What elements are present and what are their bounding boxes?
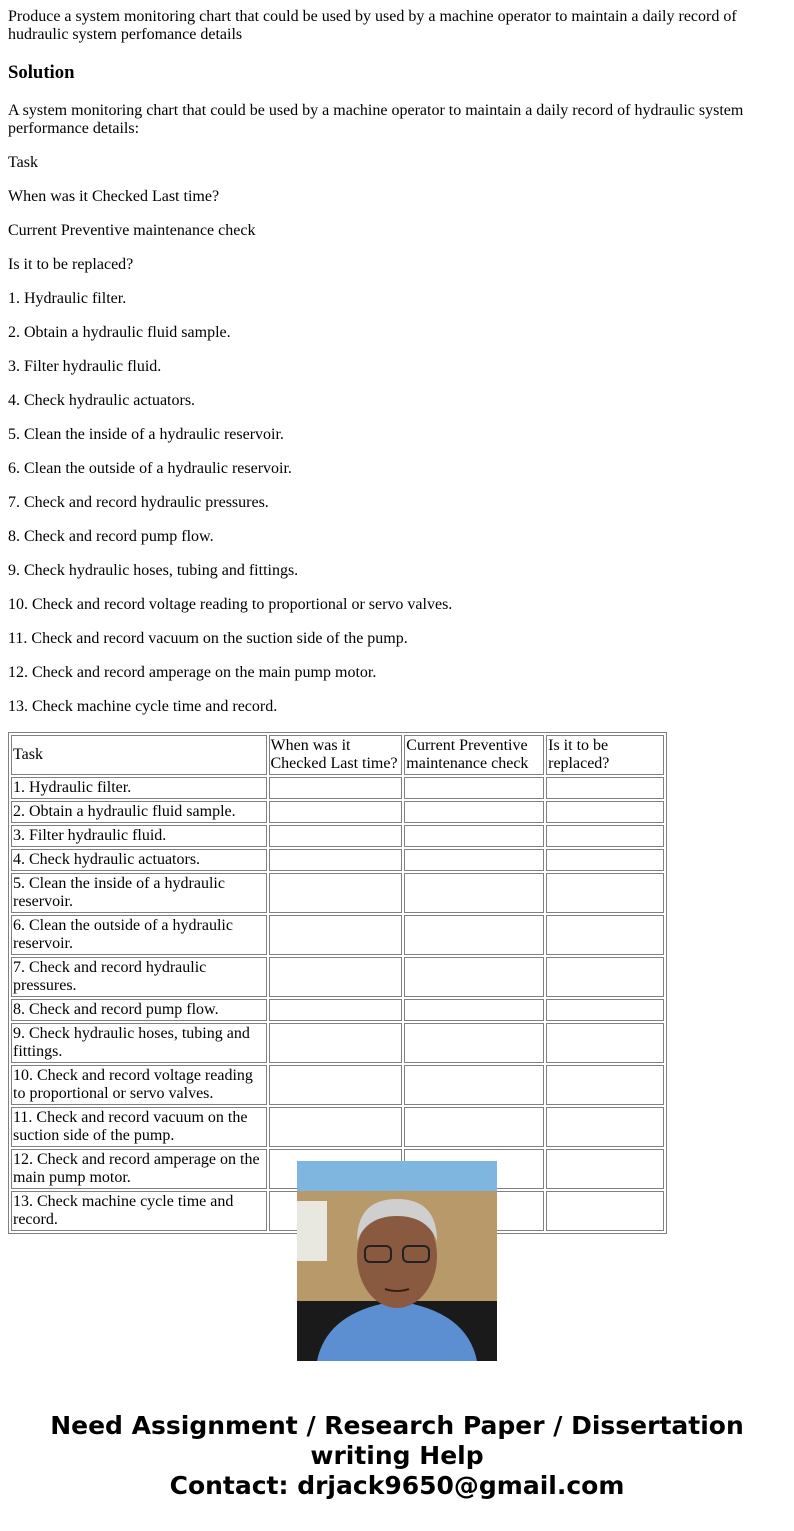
list-task-text: 10. Check and record voltage reading to proportional or servo valves. (8, 596, 453, 613)
table-row (11, 957, 664, 997)
empty-cell[interactable] (546, 849, 664, 871)
list-task-text: 3. Filter hydraulic fluid. (8, 358, 162, 375)
list-header-text: Current Preventive maintenance check (8, 222, 256, 239)
table-row (11, 999, 664, 1021)
empty-cell[interactable] (269, 957, 403, 997)
list-task-text: 8. Check and record pump flow. (8, 528, 214, 545)
empty-cell[interactable] (269, 999, 403, 1021)
empty-cell[interactable] (269, 1065, 403, 1105)
task-cell: 12. Check and record amperage on the main pump motor. (11, 1149, 267, 1189)
table-container (8, 732, 786, 1228)
empty-cell[interactable] (546, 957, 664, 997)
document (0, 8, 794, 1228)
empty-cell[interactable] (546, 873, 664, 913)
list-header-text: Is it to be replaced? (8, 256, 134, 273)
list-task-text: 9. Check hydraulic hoses, tubing and fittings. (8, 562, 299, 579)
monitoring-table (8, 732, 667, 1234)
empty-cell[interactable] (404, 825, 544, 847)
list-task-text: 12. Check and record amperage on the main pump motor. (8, 664, 377, 681)
empty-cell[interactable] (404, 777, 544, 799)
task-cell: 8. Check and record pump flow. (11, 999, 267, 1021)
task-cell: 6. Clean the outside of a hydraulic reservoir. (11, 915, 267, 955)
list-task-text: 13. Check machine cycle time and record. (8, 698, 278, 715)
empty-cell[interactable] (269, 1023, 403, 1063)
list-task-text: 2. Obtain a hydraulic fluid sample. (8, 324, 231, 341)
footer-banner (0, 1411, 794, 1501)
task-cell: 10. Check and record voltage reading to proportional or servo valves. (11, 1065, 267, 1105)
task-cell: 3. Filter hydraulic fluid. (11, 825, 267, 847)
column-header: Current Preventive maintenance check (404, 735, 544, 775)
table-row (11, 801, 664, 823)
empty-cell[interactable] (546, 1149, 664, 1189)
empty-cell[interactable] (404, 1065, 544, 1105)
avatar (297, 1161, 497, 1361)
task-cell: 4. Check hydraulic actuators. (11, 849, 267, 871)
solution-heading: Solution (8, 62, 75, 83)
empty-cell[interactable] (269, 825, 403, 847)
list-task-text: 5. Clean the inside of a hydraulic reservoir. (8, 426, 284, 443)
task-cell: 13. Check machine cycle time and record. (11, 1191, 267, 1231)
empty-cell[interactable] (269, 915, 403, 955)
table-row (11, 777, 664, 799)
empty-cell[interactable] (404, 873, 544, 913)
empty-cell[interactable] (546, 915, 664, 955)
question-text: Produce a system monitoring chart that could be used by used by a machine operator to maintain a daily record of hudraulic system perfomance details (8, 8, 737, 43)
column-header: When was it Checked Last time? (269, 735, 403, 775)
empty-cell[interactable] (404, 957, 544, 997)
table-row (11, 873, 664, 913)
footer-line-2: writing Help (310, 1441, 484, 1470)
empty-cell[interactable] (269, 873, 403, 913)
list-task-text: 4. Check hydraulic actuators. (8, 392, 196, 409)
empty-cell[interactable] (546, 1107, 664, 1147)
list-task-text: 1. Hydraulic filter. (8, 290, 127, 307)
intro-text: A system monitoring chart that could be used by a machine operator to maintain a daily record of hydraulic system performance details: (8, 102, 744, 137)
empty-cell[interactable] (269, 849, 403, 871)
empty-cell[interactable] (546, 801, 664, 823)
task-cell: 7. Check and record hydraulic pressures. (11, 957, 267, 997)
task-cell: 5. Clean the inside of a hydraulic reservoir. (11, 873, 267, 913)
empty-cell[interactable] (546, 777, 664, 799)
list-header-text: Task (8, 154, 38, 171)
empty-cell[interactable] (404, 849, 544, 871)
footer-line-1: Need Assignment / Research Paper / Dissertation (50, 1411, 744, 1440)
table-row (11, 915, 664, 955)
empty-cell[interactable] (404, 1107, 544, 1147)
empty-cell[interactable] (269, 777, 403, 799)
footer-contact: Contact: drjack9650@gmail.com (169, 1471, 625, 1500)
table-row (11, 849, 664, 871)
list-task-text: 7. Check and record hydraulic pressures. (8, 494, 269, 511)
empty-cell[interactable] (269, 801, 403, 823)
empty-cell[interactable] (546, 1065, 664, 1105)
empty-cell[interactable] (546, 1191, 664, 1231)
empty-cell[interactable] (269, 1107, 403, 1147)
list-task-text: 11. Check and record vacuum on the suction side of the pump. (8, 630, 408, 647)
column-header: Task (11, 735, 267, 775)
empty-cell[interactable] (546, 825, 664, 847)
empty-cell[interactable] (404, 801, 544, 823)
list-header-text: When was it Checked Last time? (8, 188, 220, 205)
task-cell: 1. Hydraulic filter. (11, 777, 267, 799)
empty-cell[interactable] (546, 1023, 664, 1063)
task-list (8, 154, 786, 716)
task-cell: 11. Check and record vacuum on the suction side of the pump. (11, 1107, 267, 1147)
column-header: Is it to be replaced? (546, 735, 664, 775)
table-row (11, 1023, 664, 1063)
empty-cell[interactable] (404, 915, 544, 955)
empty-cell[interactable] (404, 1023, 544, 1063)
empty-cell[interactable] (404, 999, 544, 1021)
table-row (11, 825, 664, 847)
task-cell: 2. Obtain a hydraulic fluid sample. (11, 801, 267, 823)
list-task-text: 6. Clean the outside of a hydraulic reservoir. (8, 460, 292, 477)
table-row (11, 1065, 664, 1105)
table-header-row (11, 735, 664, 775)
table-row (11, 1107, 664, 1147)
task-cell: 9. Check hydraulic hoses, tubing and fittings. (11, 1023, 267, 1063)
empty-cell[interactable] (546, 999, 664, 1021)
